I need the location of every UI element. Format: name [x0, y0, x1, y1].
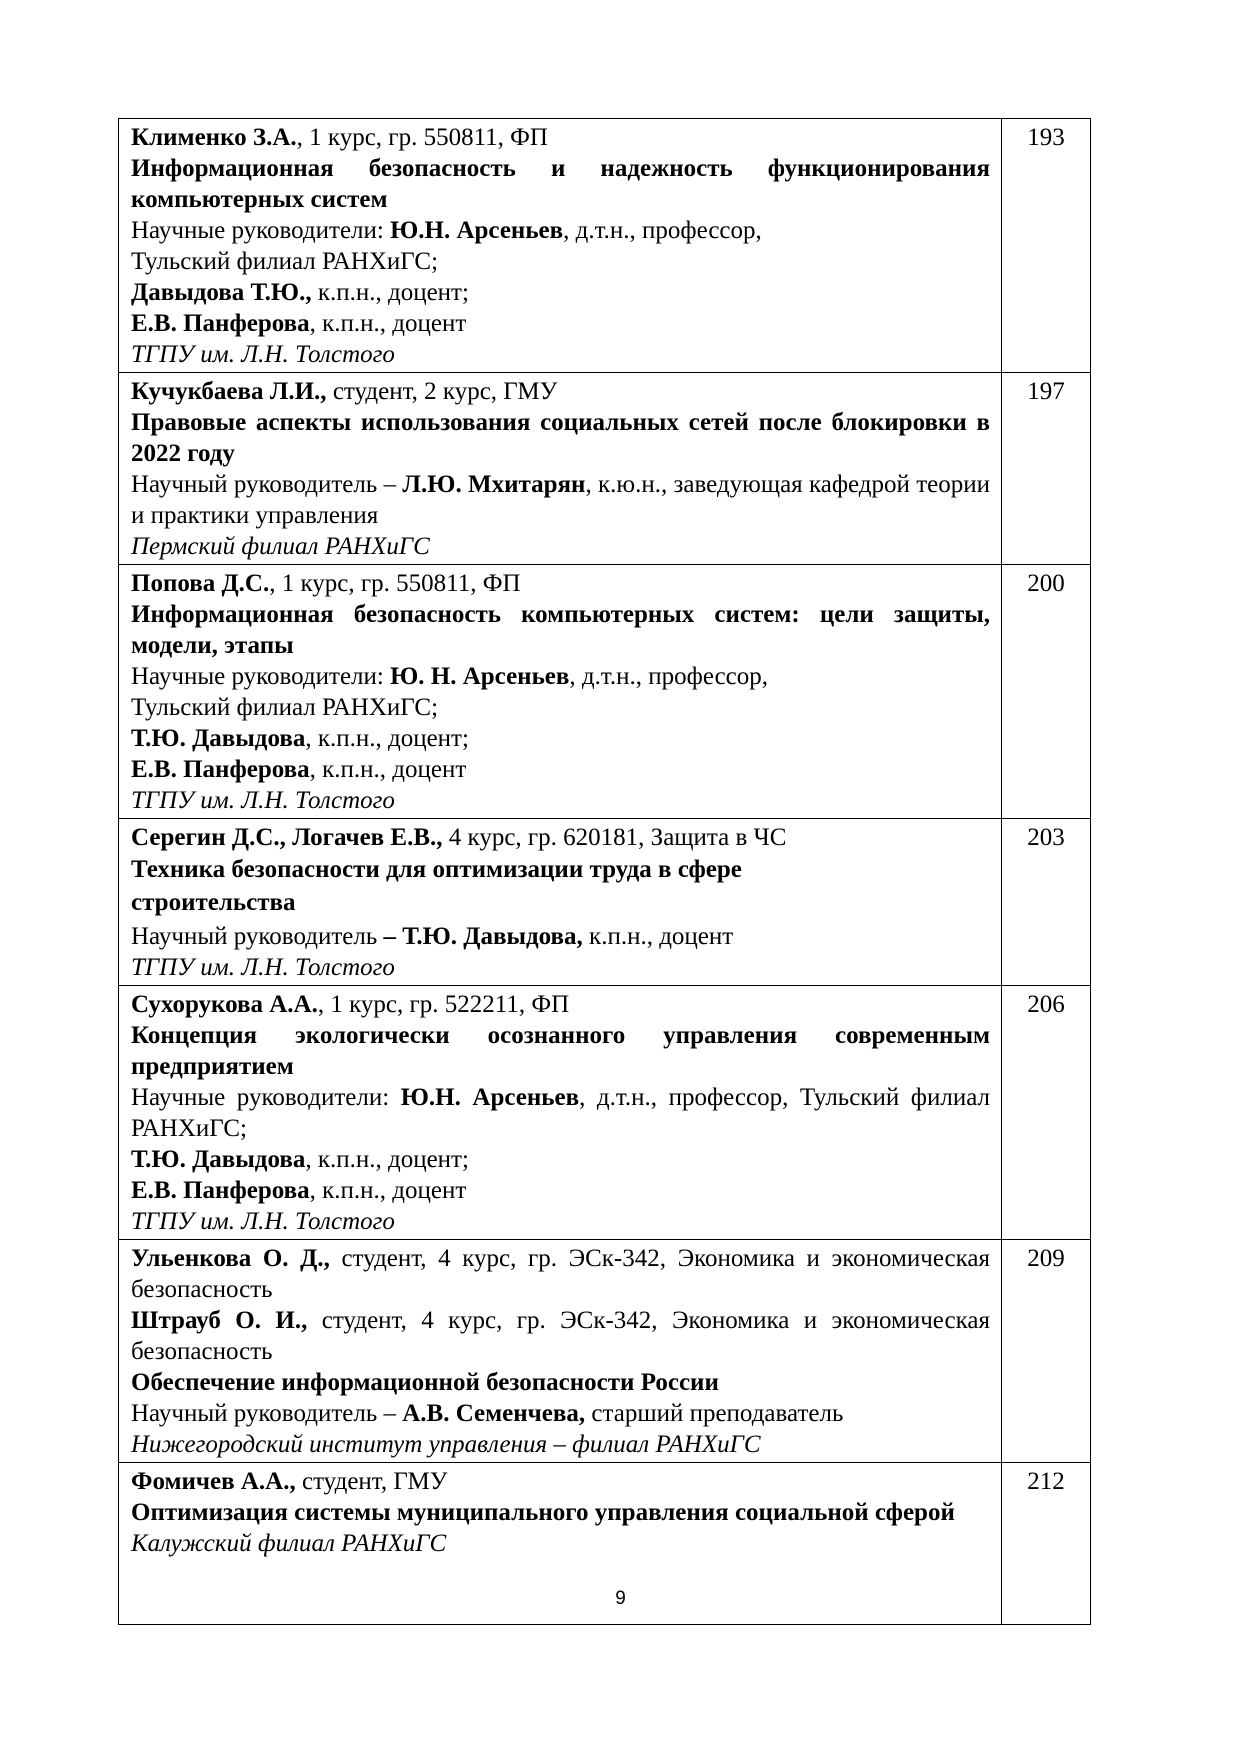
supervisor-line [131, 723, 990, 754]
page-ref: 212 [1002, 1463, 1091, 1625]
supervisor-line [131, 1082, 990, 1144]
table-row [119, 565, 1091, 819]
author-line [131, 1305, 990, 1367]
supervisor-name: Е.В. Панферова [131, 1177, 310, 1204]
report-title: Информационная безопасность и надежность функционирования компьютерных систем [131, 155, 990, 213]
author-info: студент, 4 курс, гр. ЭСк-342, Экономика и экономическая безопасность [131, 1245, 991, 1303]
supervisor-name: Т.Ю. Давыдова [131, 725, 306, 752]
supervisor-line [131, 754, 990, 785]
supervisor-line [131, 1144, 990, 1175]
author-info: , 1 курс, гр. 522211, ФП [317, 991, 570, 1018]
supervisor-name: Т.Ю. Давыдова [131, 1146, 306, 1173]
supervisor-org: Тульский филиал РАНХиГС; [131, 694, 439, 721]
supervisor-lead: Научный руководитель – [131, 471, 403, 498]
author-line [131, 376, 990, 407]
supervisor-name: Е.В. Панферова [131, 310, 310, 337]
supervisor-info: , к.п.н., доцент [309, 1177, 467, 1204]
supervisor-info: , д.т.н., профессор, [569, 663, 769, 690]
entry-cell [119, 1240, 1002, 1463]
report-title: Информационная безопасность компьютерных систем: цели защиты, модели, этапы [131, 601, 990, 659]
author-line [131, 122, 990, 153]
author-line [131, 989, 990, 1020]
supervisor-lead: Научные руководители: [131, 217, 391, 244]
supervisor-info: старший преподаватель [585, 1400, 844, 1427]
entry-cell [119, 565, 1002, 819]
author-name: Попова Д.С. [131, 570, 270, 597]
page-ref: 193 [1002, 119, 1091, 373]
supervisor-name: Л.Ю. Мхитарян [402, 471, 586, 498]
table-row [119, 819, 1091, 986]
author-info: , 1 курс, гр. 550811, ФП [269, 570, 521, 597]
supervisor-name: А.В. Семенчева, [402, 1400, 586, 1427]
supervisor-org: Тульский филиал РАНХиГС; [131, 248, 439, 275]
author-name: Клименко З.А. [131, 124, 297, 151]
author-line [131, 1466, 990, 1497]
organization: Пермский филиал РАНХиГС [131, 533, 430, 560]
supervisor-lead: Научные руководители: [131, 663, 391, 690]
supervisor-line [131, 469, 990, 531]
organization: ТГПУ им. Л.Н. Толстого [131, 341, 395, 368]
supervisor-info: , к.п.н., доцент; [305, 725, 469, 752]
author-name: Сухорукова А.А. [131, 991, 318, 1018]
report-title: Техника безопасности для оптимизации труда в сфере [131, 856, 742, 883]
contents-table [118, 118, 1091, 1625]
supervisor-info: , д.т.н., профессор, [563, 217, 762, 244]
supervisor-line [131, 921, 990, 952]
organization: ТГПУ им. Л.Н. Толстого [131, 1208, 395, 1235]
table-row [119, 373, 1091, 565]
supervisor-lead: Научный руководитель – [131, 1400, 403, 1427]
author-line [131, 822, 990, 853]
author-name: Штрауб О. И., [131, 1307, 308, 1334]
supervisor-line [131, 1175, 990, 1206]
supervisor-name: – Т.Ю. Давыдова, [383, 923, 583, 950]
supervisor-name: Давыдова Т.Ю., [131, 279, 312, 306]
supervisor-lead: Научный руководитель [131, 923, 384, 950]
organization: ТГПУ им. Л.Н. Толстого [131, 787, 395, 814]
supervisor-line [131, 1398, 990, 1429]
entry-cell [119, 373, 1002, 565]
author-name: Серегин Д.С., Логачев Е.В., [131, 824, 443, 851]
supervisor-info: , к.п.н., доцент [309, 756, 467, 783]
supervisor-line [131, 277, 990, 308]
table-row [119, 1240, 1091, 1463]
supervisor-info: к.п.н., доцент; [311, 279, 469, 306]
table-row [119, 119, 1091, 373]
author-line [131, 568, 990, 599]
organization: ТГПУ им. Л.Н. Толстого [131, 954, 395, 981]
supervisor-info: , к.ю.н., заведующая кафедрой теории и практики управления [131, 471, 990, 529]
supervisor-name: Ю. Н. Арсеньев [390, 663, 570, 690]
supervisor-line [131, 215, 990, 246]
organization: Нижегородский институт управления – филиал РАНХиГС [131, 1431, 761, 1458]
page-ref: 200 [1002, 565, 1091, 819]
supervisor-info: , к.п.н., доцент [309, 310, 467, 337]
supervisor-name: Ю.Н. Арсеньев [390, 217, 564, 244]
page-number: 9 [615, 1588, 626, 1609]
supervisor-name: Ю.Н. Арсеньев [400, 1084, 580, 1111]
report-title: Концепция экологически осознанного управления современным предприятием [131, 1022, 990, 1080]
supervisor-line [131, 308, 990, 339]
entry-cell [119, 986, 1002, 1240]
supervisor-info: , к.п.н., доцент; [305, 1146, 469, 1173]
report-title-continued: строительства [131, 889, 296, 916]
report-title: Оптимизация системы муниципального управления социальной сферой [131, 1499, 955, 1526]
author-info: студент, 2 курс, ГМУ [326, 378, 558, 405]
author-info: 4 курс, гр. 620181, Защита в ЧС [442, 824, 787, 851]
page-ref: 197 [1002, 373, 1091, 565]
author-name: Кучукбаева Л.И., [131, 378, 327, 405]
supervisor-line [131, 661, 990, 692]
author-name: Ульенкова О. Д., [131, 1245, 330, 1272]
organization: Калужский филиал РАНХиГС [131, 1530, 447, 1557]
author-name: Фомичев А.А., [131, 1468, 296, 1495]
page-ref: 209 [1002, 1240, 1091, 1463]
entry-cell [119, 119, 1002, 373]
table-row [119, 986, 1091, 1240]
author-info: , 1 курс, гр. 550811, ФП [296, 124, 548, 151]
supervisor-name: Е.В. Панферова [131, 756, 310, 783]
author-line [131, 1243, 990, 1305]
supervisor-lead: Научные руководители: [131, 1084, 401, 1111]
supervisor-info: к.п.н., доцент [582, 923, 734, 950]
report-title: Обеспечение информационной безопасности России [131, 1369, 719, 1396]
supervisor-info: , д.т.н., профессор, Тульский филиал РАНХиГС; [131, 1084, 990, 1142]
author-info: студент, 4 курс, гр. ЭСк-342, Экономика и экономическая безопасность [131, 1307, 990, 1365]
page-ref: 203 [1002, 819, 1091, 986]
author-info: студент, ГМУ [295, 1468, 448, 1495]
page-ref: 206 [1002, 986, 1091, 1240]
entry-cell [119, 819, 1002, 986]
report-title: Правовые аспекты использования социальных сетей после блокировки в 2022 году [131, 409, 990, 467]
